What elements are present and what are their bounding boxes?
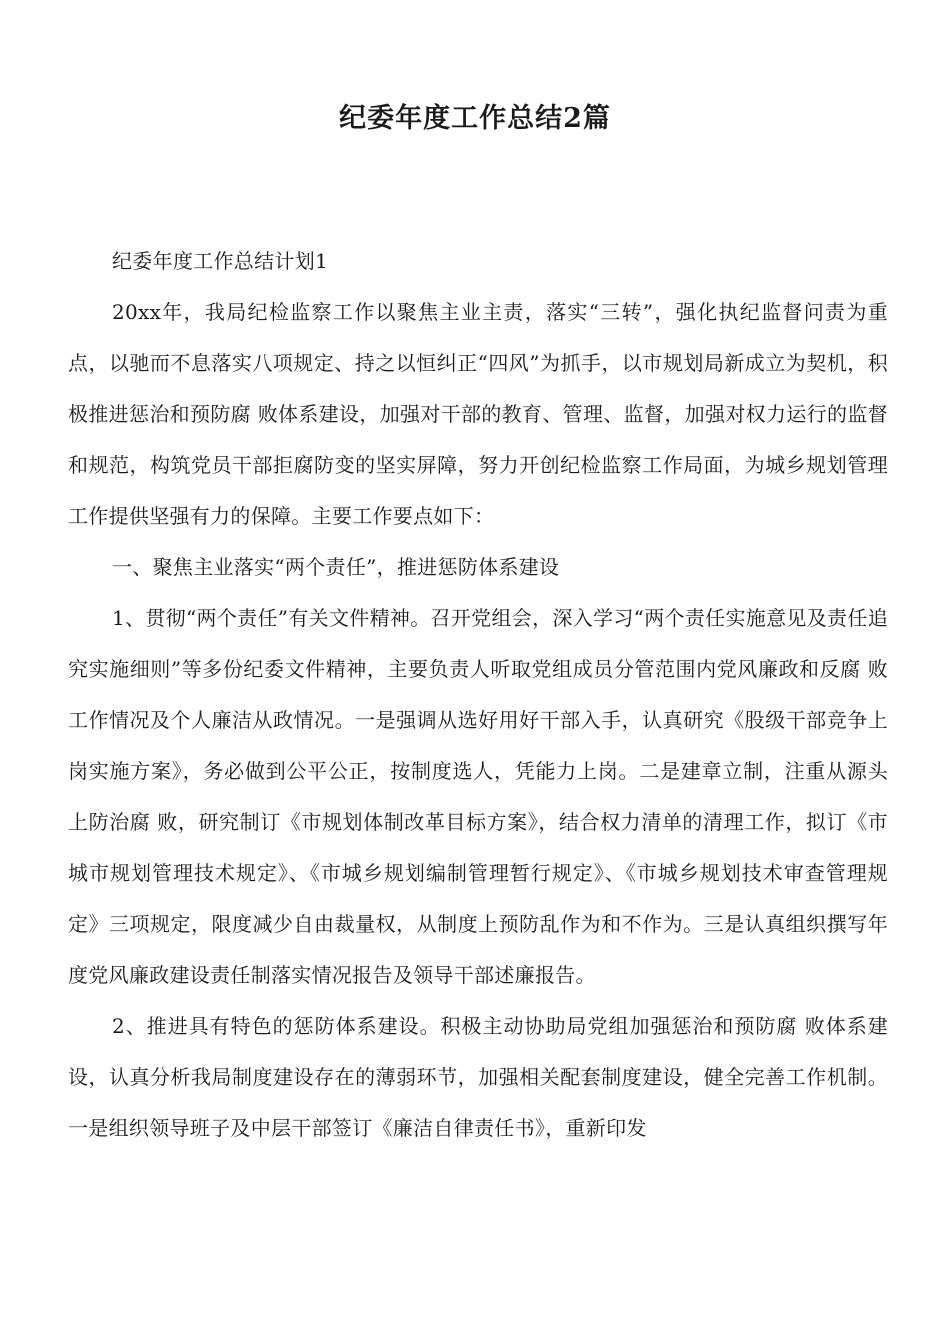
paragraph-intro: 20xx年，我局纪检监察工作以聚焦主业主责，落实“三转”，强化执纪监督问责为重点，以驰而不息落实八项规定、持之以恒纠正“四风”为抓手，以市规划局新成立为契机，积极推进惩治和预防腐 败体系建设，加强对干部的教育、管理、监督，加强对权力运行的监督和规范，构筑党员干部拒腐防变的坚实屏障，努力开创纪检监察工作局面，为城乡规划管理工作提供坚强有力的保障。主要工作要点如下： [68,300,888,528]
paragraph-subtitle: 纪委年度工作总结计划1 [112,249,329,273]
document-title: 纪委年度工作总结2篇 [339,103,611,134]
paragraph-item-1: 1、贯彻“两个责任”有关文件精神。召开党组会，深入学习“两个责任实施意见及责任追究实施细则”等多份纪委文件精神，主要负责人听取党组成员分管范围内党风廉政和反腐 败工作情况及个人廉洁从政情况。一是强调从选好用好干部入手，认真研究《股级干部竞争上岗实施方案》，务必做到公平公正，按制度选人，凭能力上岗。二是建章立制，注重从源头上防治腐 败，研究制订《市规划体制改革目标方案》，结合权力清单的清理工作，拟订《市城市规划管理技术规定》、《市城乡规划编制管理暂行规定》、《市城乡规划技术审查管理规定》三项规定，限度减少自由裁量权，从制度上预防乱作为和不作为。三是认真组织撰写年度党风廉政建设责任制落实情况报告及领导干部述廉报告。 [68,606,888,987]
document-body [68,236,888,1154]
section-heading: 一、聚焦主业落实“两个责任”，推进惩防体系建设 [112,555,560,579]
paragraph-item-2: 2、推进具有特色的惩防体系建设。积极主动协助局党组加强惩治和预防腐 败体系建设，认真分析我局制度建设存在的薄弱环节，加强相关配套制度建设，健全完善工作机制。一是组织领导班子及中层干部签订《廉洁自律责任书》，重新印发 [68,1014,888,1140]
